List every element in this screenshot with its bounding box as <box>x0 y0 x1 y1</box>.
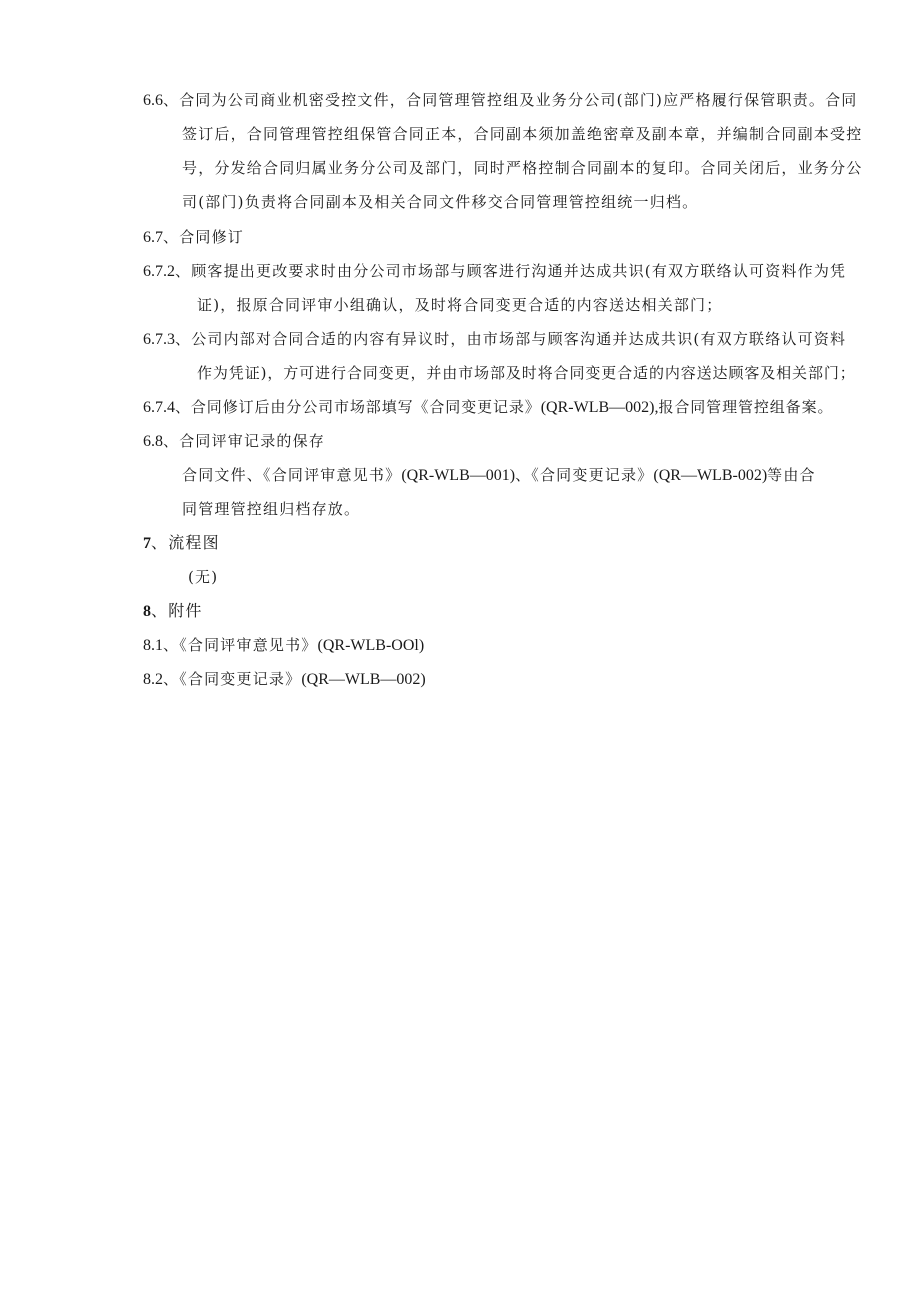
section-number: 7 <box>143 535 151 552</box>
section-6-6-line-2 <box>182 124 862 144</box>
section-title: 合同修订 <box>179 228 245 246</box>
section-8-2-line <box>143 669 426 690</box>
paragraph-text: 、《合同变更记录》 <box>515 466 654 484</box>
section-6-7-heading <box>143 227 244 248</box>
section-separator: 、 <box>163 670 180 688</box>
section-number: 6.7.4 <box>143 399 175 416</box>
section-number: 8.1 <box>143 637 163 654</box>
paragraph-text: 合同修订后由分公司市场部填写《合同变更记录》 <box>190 398 541 416</box>
section-separator: 、 <box>151 533 169 552</box>
section-6-7-3-line-2 <box>197 363 856 383</box>
paragraph-text: 《合同评审意见书》 <box>179 636 318 654</box>
form-code: (QR—WLB-002) <box>653 467 768 484</box>
paragraph-text: 合同文件、《合同评审意见书》 <box>182 466 402 484</box>
section-7-body <box>188 567 218 587</box>
paragraph-text: (无) <box>188 568 219 586</box>
section-number: 8.2 <box>143 671 163 688</box>
section-title: 合同评审记录的保存 <box>179 432 326 450</box>
section-7-heading <box>143 533 220 554</box>
section-number: 6.7 <box>143 229 163 246</box>
paragraph-text: 同管理管控组归档存放。 <box>182 500 361 518</box>
paragraph-text: 等由合 <box>767 466 816 484</box>
section-separator: 、 <box>175 330 192 348</box>
section-number: 6.7.2 <box>143 263 175 280</box>
section-6-7-4-line <box>143 397 833 418</box>
paragraph-text: 报合同管理管控组备案。 <box>658 398 834 416</box>
section-6-7-2-line-1 <box>143 261 846 282</box>
paragraph-text: 司(部门)负责将合同副本及相关合同文件移交合同管理管控组统一归档。 <box>182 193 699 211</box>
paragraph-text: 《合同变更记录》 <box>179 670 302 688</box>
paragraph-text: 作为凭证)，方可进行合同变更，并由市场部及时将合同变更合适的内容送达顾客及相关部门； <box>197 364 856 382</box>
section-number: 6.6 <box>143 92 163 109</box>
section-8-1-line <box>143 635 424 656</box>
section-6-6-line-1 <box>143 90 858 111</box>
section-separator: 、 <box>163 636 180 654</box>
form-code: (QR-WLB—001) <box>401 467 516 484</box>
section-separator: 、 <box>163 91 180 109</box>
section-6-7-3-line-1 <box>143 329 846 350</box>
form-code: (QR-WLB—002), <box>540 399 659 416</box>
section-separator: 、 <box>175 262 192 280</box>
section-separator: 、 <box>163 228 180 246</box>
section-number: 8 <box>143 603 151 620</box>
paragraph-text: 证)，报原合同评审小组确认，及时将合同变更合适的内容送达相关部门； <box>197 296 723 314</box>
paragraph-text: 合同为公司商业机密受控文件，合同管理管控组及业务分公司(部门)应严格履行保管职责。合同 <box>179 91 858 109</box>
form-code: (QR-WLB-OOl) <box>317 637 425 654</box>
section-6-7-2-line-2 <box>197 295 722 315</box>
section-6-8-line-2 <box>182 499 360 519</box>
form-code: (QR—WLB—002) <box>301 671 426 688</box>
paragraph-text: 公司内部对合同合适的内容有异议时，由市场部与顾客沟通并达成共识(有双方联络认可资料 <box>191 330 847 348</box>
section-6-6-line-4 <box>182 192 698 212</box>
section-6-6-line-3 <box>182 158 862 178</box>
paragraph-text: 号，分发给合同归属业务分公司及部门，同时严格控制合同副本的复印。合同关闭后，业务分公 <box>182 159 863 177</box>
section-number: 6.7.3 <box>143 331 175 348</box>
paragraph-text: 签订后，合同管理管控组保管合同正本，合同副本须加盖绝密章及副本章，并编制合同副本受控 <box>182 125 863 143</box>
paragraph-text: 顾客提出更改要求时由分公司市场部与顾客进行沟通并达成共识(有双方联络认可资料作为凭 <box>191 262 847 280</box>
section-6-8-line-1 <box>182 465 816 486</box>
section-number: 6.8 <box>143 433 163 450</box>
section-title: 附件 <box>168 601 203 620</box>
section-separator: 、 <box>163 432 180 450</box>
section-title: 流程图 <box>168 533 220 552</box>
section-6-8-heading <box>143 431 325 452</box>
section-separator: 、 <box>175 398 191 416</box>
section-8-heading <box>143 601 203 622</box>
section-separator: 、 <box>151 601 169 620</box>
